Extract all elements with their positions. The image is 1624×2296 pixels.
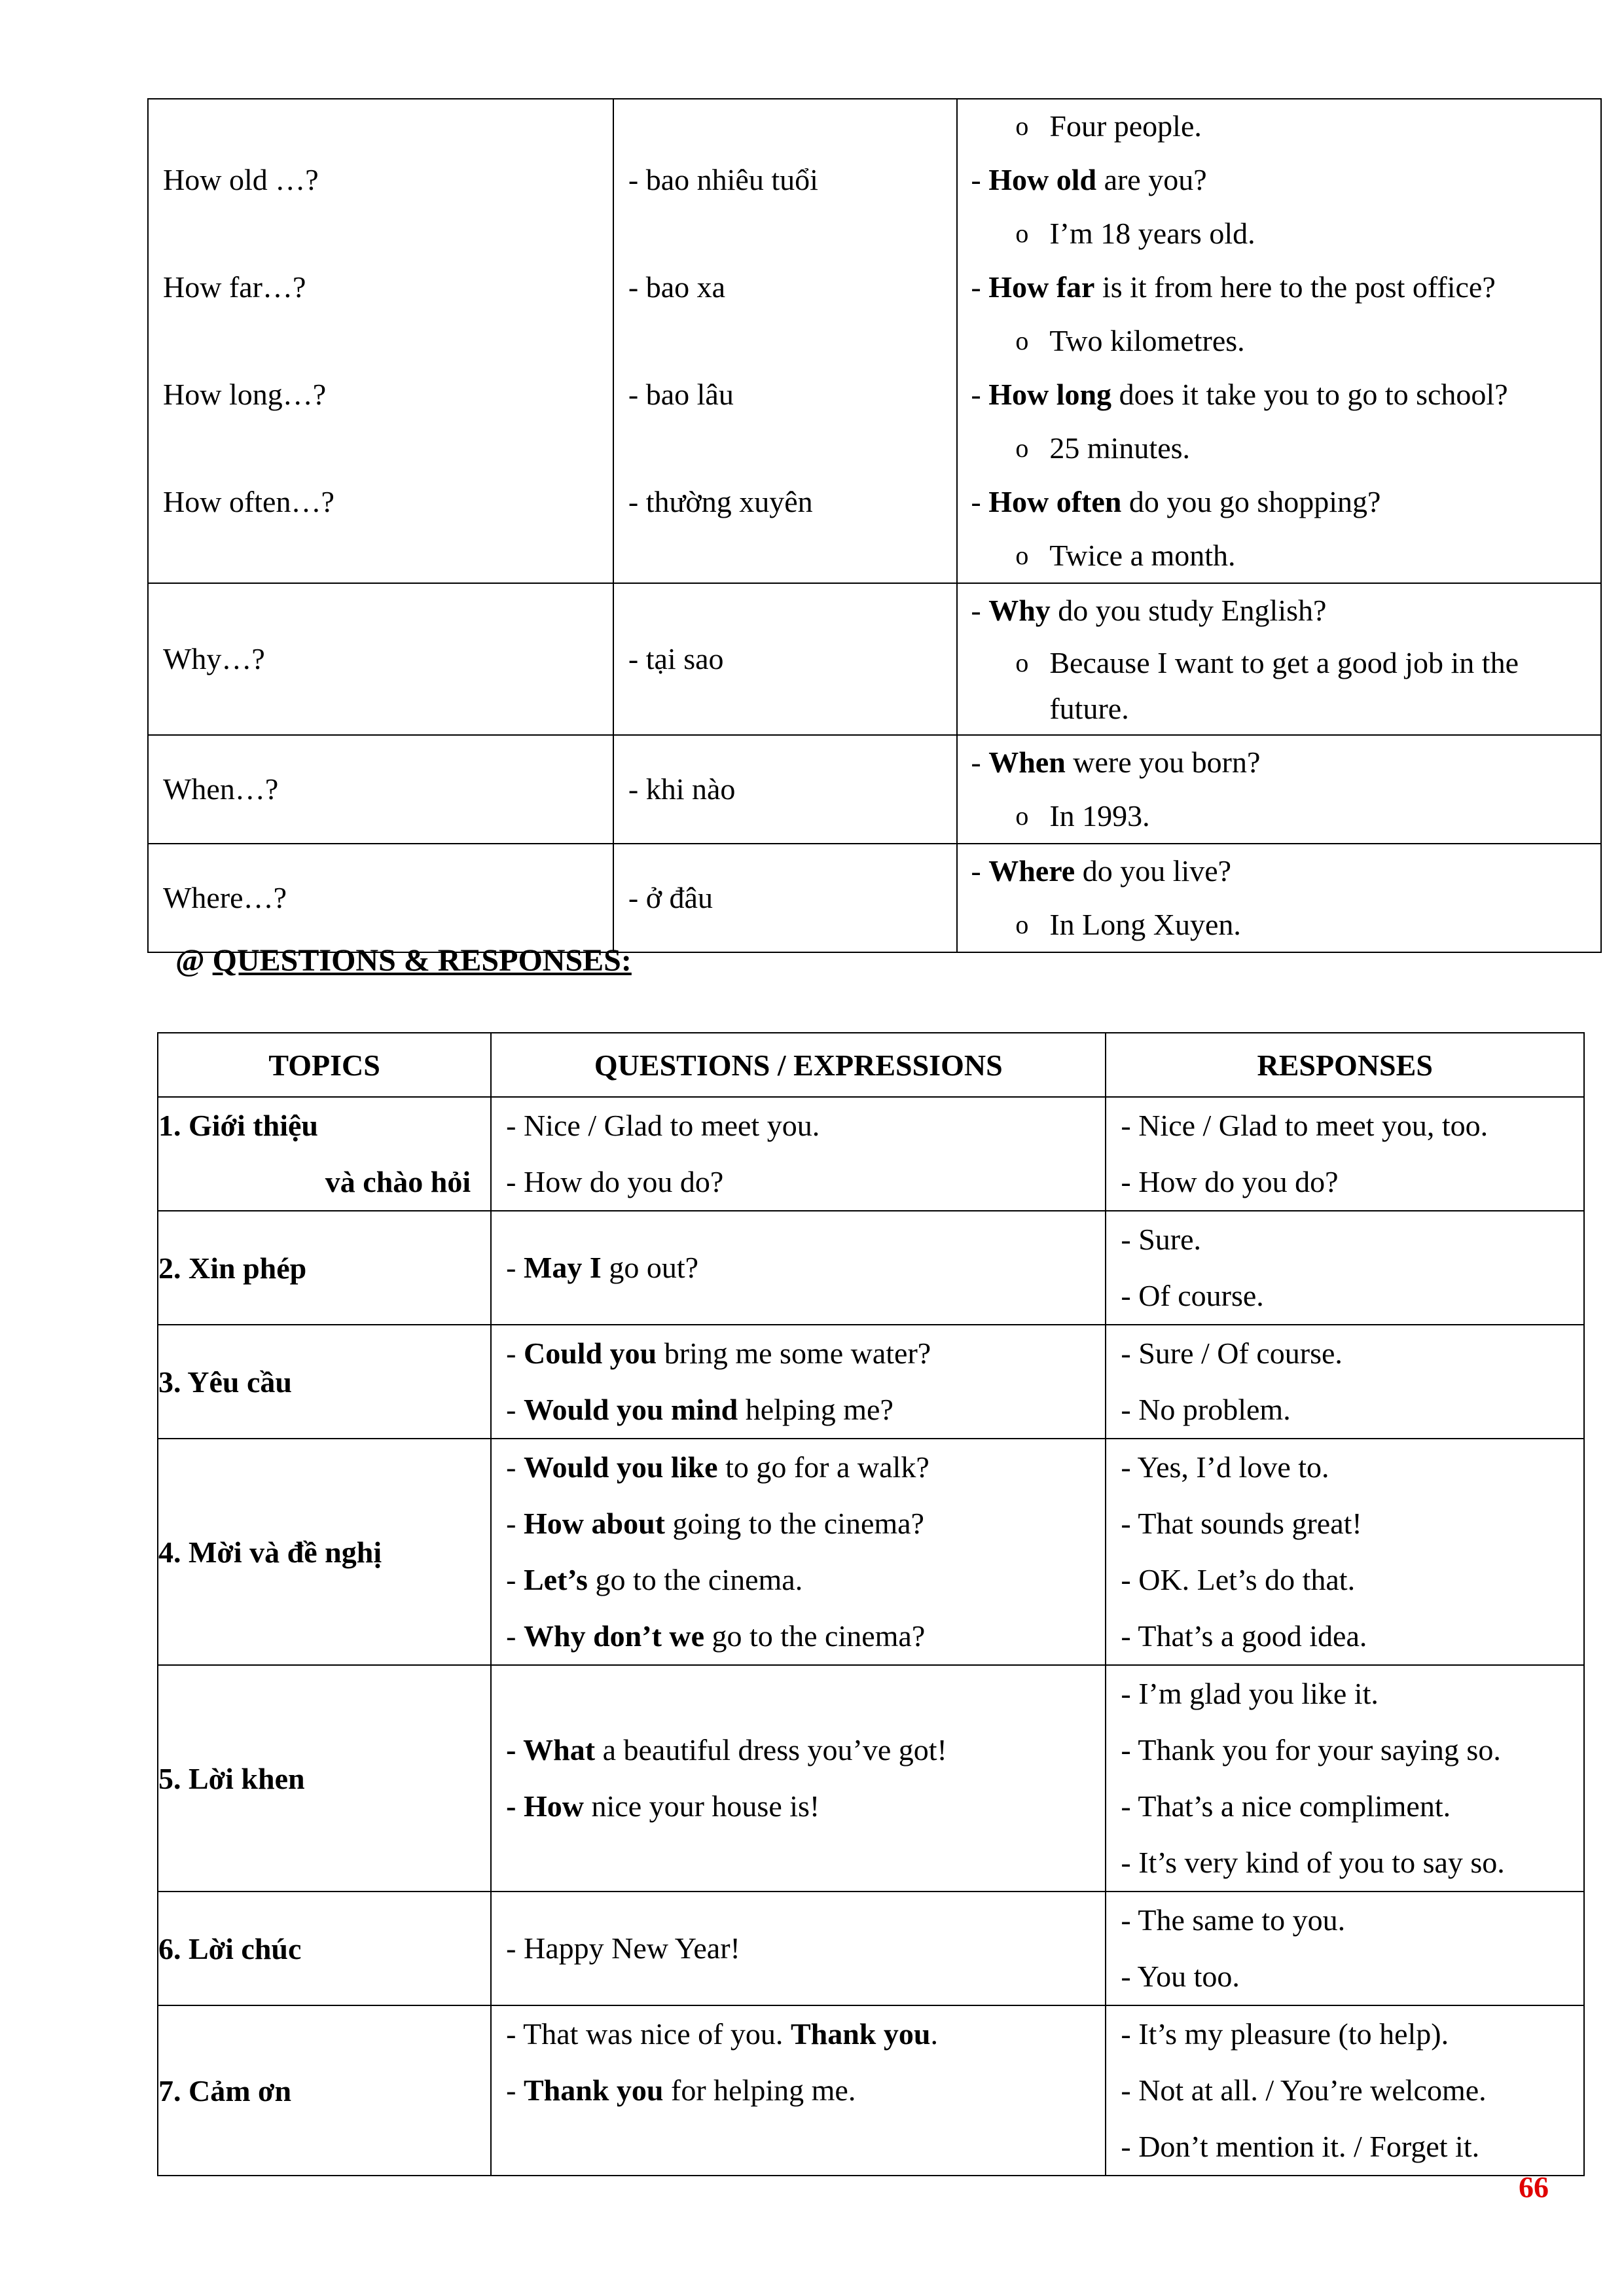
response-cell <box>1106 1211 1584 1325</box>
wh-word-cell <box>148 735 613 844</box>
column-header: QUESTIONS / EXPRESSIONS <box>491 1033 1106 1097</box>
response-line: - Yes, I’d love to. <box>1121 1450 1329 1484</box>
response-line: - Not at all. / You’re welcome. <box>1121 2073 1487 2107</box>
wh-meaning: - ở đâu <box>628 881 713 914</box>
question-line: - Let’s go to the cinema. <box>506 1563 803 1596</box>
table-row <box>148 583 1601 735</box>
question-cell <box>491 1211 1106 1325</box>
question-line: - Nice / Glad to meet you. <box>506 1109 820 1142</box>
response-line: - Thank you for your saying so. <box>1121 1733 1501 1767</box>
response-line: - You too. <box>1121 1960 1240 1993</box>
table-row <box>158 1665 1584 1892</box>
table-row <box>158 1439 1584 1665</box>
example-question: - How far is it from here to the post office? <box>971 270 1496 304</box>
wh-example-cell <box>957 583 1601 735</box>
question-line: - May I go out? <box>506 1251 699 1284</box>
question-cell <box>491 1665 1106 1892</box>
response-cell <box>1106 1665 1584 1892</box>
table-row <box>148 99 1601 583</box>
wh-word-cell <box>148 583 613 735</box>
topic-cell: 2. Xin phép <box>158 1211 491 1325</box>
question-line: - Why don’t we go to the cinema? <box>506 1619 926 1653</box>
response-line: - Sure / Of course. <box>1121 1336 1343 1370</box>
section-heading: @ QUESTIONS & RESPONSES: <box>175 943 632 978</box>
wh-word: When…? <box>163 772 279 806</box>
example-answer: o In 1993. <box>958 789 1600 843</box>
question-line: - Would you mind helping me? <box>506 1393 893 1426</box>
page-number: 66 <box>1519 2170 1549 2204</box>
response-cell <box>1106 1439 1584 1665</box>
wh-meaning: - bao nhiêu tuổi <box>628 163 818 196</box>
wh-meaning: - tại sao <box>628 642 724 675</box>
wh-word-cell <box>148 844 613 952</box>
example-answer: o 25 minutes. <box>958 422 1600 475</box>
response-line: - I’m glad you like it. <box>1121 1677 1379 1710</box>
question-line: - Could you bring me some water? <box>506 1336 931 1370</box>
topic-cell: 7. Cảm ơn <box>158 2005 491 2176</box>
response-line: - That’s a nice compliment. <box>1121 1789 1451 1823</box>
response-line: - Of course. <box>1121 1279 1264 1312</box>
example-answer: o I’m 18 years old. <box>958 207 1600 260</box>
question-line: - How about going to the cinema? <box>506 1507 924 1540</box>
topic-cell <box>158 1097 491 1211</box>
table-row <box>158 1325 1584 1439</box>
question-line: - What a beautiful dress you’ve got! <box>506 1733 947 1767</box>
wh-word: Why…? <box>163 642 265 675</box>
wh-meaning: - bao lâu <box>628 378 734 411</box>
question-line: - That was nice of you. Thank you. <box>506 2017 938 2051</box>
wh-word-cell <box>148 99 613 583</box>
example-answer: o Twice a month. <box>958 529 1600 583</box>
response-line: - Nice / Glad to meet you, too. <box>1121 1109 1489 1142</box>
example-answer: o Four people. <box>958 99 1600 153</box>
response-line: - Sure. <box>1121 1223 1202 1256</box>
question-cell <box>491 1892 1106 2005</box>
table-header-row <box>158 1033 1584 1097</box>
response-cell <box>1106 2005 1584 2176</box>
example-question: - How long does it take you to go to school? <box>971 378 1508 411</box>
question-line: - Happy New Year! <box>506 1931 740 1965</box>
topic-cell: 4. Mời và đề nghị <box>158 1439 491 1665</box>
topic-cell: 3. Yêu cầu <box>158 1325 491 1439</box>
topic-cell: 6. Lời chúc <box>158 1892 491 2005</box>
response-cell <box>1106 1892 1584 2005</box>
column-header: TOPICS <box>158 1033 491 1097</box>
response-line: - The same to you. <box>1121 1903 1346 1937</box>
topic-cell: 5. Lời khen <box>158 1665 491 1892</box>
question-line: - Thank you for helping me. <box>506 2073 856 2107</box>
question-line: - How do you do? <box>506 1165 724 1198</box>
wh-meaning-cell <box>613 583 957 735</box>
wh-meaning: - bao xa <box>628 270 726 304</box>
wh-word: How old …? <box>163 163 319 196</box>
questions-responses-table <box>157 1032 1585 2176</box>
wh-meaning: - khi nào <box>628 772 736 806</box>
example-answer: o Because I want to get a good job in the future. <box>958 637 1600 734</box>
response-line: - That sounds great! <box>1121 1507 1362 1540</box>
example-question: - Where do you live? <box>971 854 1232 888</box>
response-line: - It’s my pleasure (to help). <box>1121 2017 1449 2051</box>
wh-question-table <box>147 98 1602 953</box>
table-row <box>158 1892 1584 2005</box>
example-answer: o In Long Xuyen. <box>958 898 1600 952</box>
question-cell <box>491 1097 1106 1211</box>
response-line: - OK. Let’s do that. <box>1121 1563 1356 1596</box>
wh-meaning: - thường xuyên <box>628 485 813 518</box>
question-line: - Would you like to go for a walk? <box>506 1450 929 1484</box>
table-row <box>158 2005 1584 2176</box>
question-cell <box>491 1439 1106 1665</box>
wh-word: Where…? <box>163 881 287 914</box>
response-cell <box>1106 1097 1584 1211</box>
wh-example-cell <box>957 99 1601 583</box>
response-line: - It’s very kind of you to say so. <box>1121 1846 1505 1879</box>
response-line: - Don’t mention it. / Forget it. <box>1121 2130 1480 2163</box>
wh-example-cell <box>957 735 1601 844</box>
example-answer: o Two kilometres. <box>958 314 1600 368</box>
question-cell <box>491 1325 1106 1439</box>
response-cell <box>1106 1325 1584 1439</box>
example-question: - How often do you go shopping? <box>971 485 1381 518</box>
table-row <box>148 844 1601 952</box>
wh-meaning-cell <box>613 99 957 583</box>
response-line: - That’s a good idea. <box>1121 1619 1367 1653</box>
wh-word: How long…? <box>163 378 327 411</box>
column-header: RESPONSES <box>1106 1033 1584 1097</box>
question-line: - How nice your house is! <box>506 1789 820 1823</box>
wh-meaning-cell <box>613 844 957 952</box>
example-question: - When were you born? <box>971 745 1261 779</box>
topic-label: và chào hỏi <box>325 1165 471 1198</box>
topic-label: 1. Giới thiệu <box>158 1109 318 1142</box>
wh-word: How far…? <box>163 270 306 304</box>
wh-meaning-cell <box>613 735 957 844</box>
wh-example-cell <box>957 844 1601 952</box>
example-question: - How old are you? <box>971 163 1207 196</box>
table-row <box>158 1097 1584 1211</box>
example-question: - Why do you study English? <box>971 594 1327 627</box>
wh-word: How often…? <box>163 485 334 518</box>
question-cell <box>491 2005 1106 2176</box>
table-row <box>158 1211 1584 1325</box>
table-row <box>148 735 1601 844</box>
response-line: - How do you do? <box>1121 1165 1339 1198</box>
response-line: - No problem. <box>1121 1393 1291 1426</box>
